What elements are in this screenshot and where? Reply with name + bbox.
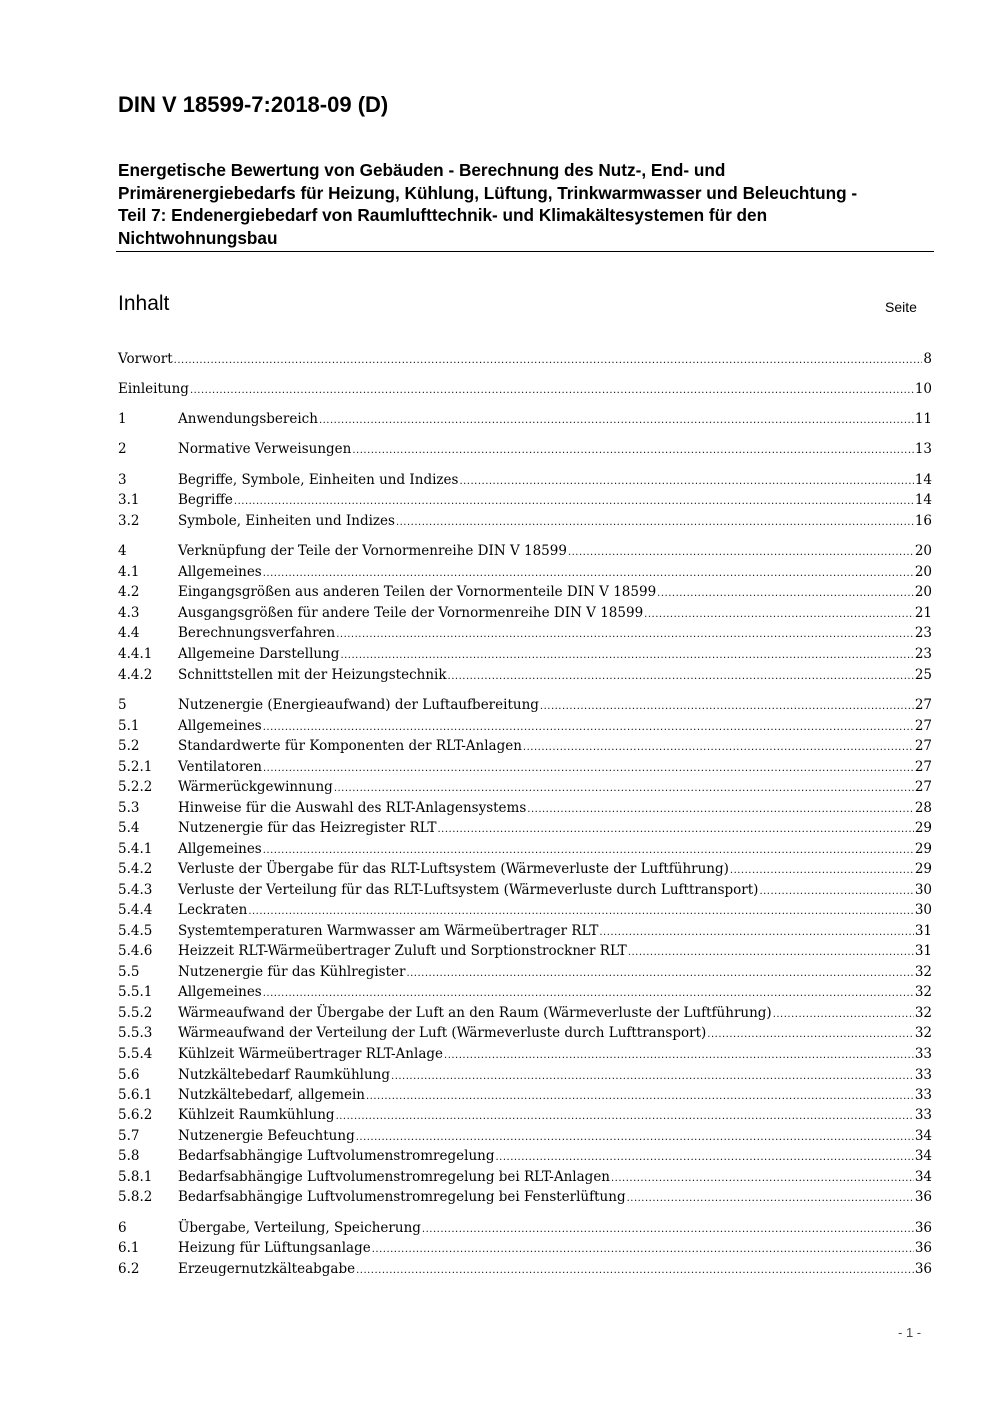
toc-entry-number: 6.1: [118, 1240, 140, 1256]
toc-entry-page: 8: [923, 351, 932, 367]
toc-entry[interactable]: [118, 1187, 932, 1207]
toc-leader-dots: [190, 381, 914, 401]
toc-entry-number: 5.6: [118, 1067, 140, 1083]
toc-entry-number: 5.5.2: [118, 1005, 153, 1021]
toc-entry-title: Einleitung: [118, 381, 189, 397]
toc-entry-title: Nutzkältebedarf Raumkühlung: [178, 1067, 391, 1083]
toc-entry-page: 20: [914, 584, 932, 600]
toc-entry-page: 27: [914, 718, 932, 734]
toc-entry[interactable]: [118, 962, 932, 982]
toc-entry-title: Wärmeaufwand der Verteilung der Luft (Wärmeverluste durch Lufttransport): [178, 1025, 707, 1041]
table-of-contents: [118, 0, 932, 1300]
toc-leader-dots: [234, 492, 914, 512]
toc-entry-number: 6.2: [118, 1261, 140, 1277]
toc-leader-dots: [773, 1005, 914, 1025]
toc-entry-number: 3.2: [118, 513, 140, 529]
toc-leader-dots: [495, 1148, 913, 1168]
toc-entry[interactable]: [118, 900, 932, 920]
toc-entry-title: Begriffe: [178, 492, 233, 508]
toc-entry-number: 5.5.3: [118, 1025, 153, 1041]
toc-entry-number: 3: [118, 472, 127, 488]
toc-entry-title: Standardwerte für Komponenten der RLT-Anlagen: [178, 738, 522, 754]
toc-entry-page: 27: [914, 779, 932, 795]
toc-leader-dots: [263, 718, 914, 738]
toc-entry[interactable]: [118, 982, 932, 1002]
toc-leader-dots: [527, 800, 914, 820]
contents-heading: Inhalt: [118, 292, 170, 315]
toc-entry-title: Ventilatoren: [178, 759, 262, 775]
toc-entry[interactable]: [118, 859, 932, 879]
toc-entry[interactable]: [118, 623, 932, 643]
toc-entry-number: 4.2: [118, 584, 140, 600]
toc-entry[interactable]: [118, 839, 932, 859]
toc-entry-title: Bedarfsabhängige Luftvolumenstromregelung bei RLT-Anlagen: [178, 1169, 610, 1185]
toc-entry-page: 36: [914, 1240, 932, 1256]
toc-entry-title: Allgemeine Darstellung: [178, 646, 340, 662]
toc-entry[interactable]: [118, 1126, 932, 1146]
toc-entry-number: 5.8.2: [118, 1189, 153, 1205]
toc-leader-dots: [391, 1067, 914, 1087]
toc-entry-page: 33: [914, 1107, 932, 1123]
toc-entry-page: 21: [914, 605, 932, 621]
toc-entry[interactable]: [118, 941, 932, 961]
toc-entry-title: Kühlzeit Raumkühlung: [178, 1107, 335, 1123]
toc-entry[interactable]: [118, 1065, 932, 1085]
toc-leader-dots: [644, 605, 914, 625]
toc-entry-title: Hinweise für die Auswahl des RLT-Anlagensystems: [178, 800, 527, 816]
toc-entry-page: 34: [914, 1148, 932, 1164]
toc-entry[interactable]: [118, 470, 932, 490]
toc-entry-title: Vorwort: [118, 351, 173, 367]
toc-entry-number: 4.3: [118, 605, 140, 621]
toc-entry[interactable]: [118, 716, 932, 736]
toc-entry-number: 4: [118, 543, 127, 559]
toc-entry-title: Nutzkältebedarf, allgemein: [178, 1087, 365, 1103]
toc-entry-page: 33: [914, 1046, 932, 1062]
page-number: - 1 -: [898, 1325, 922, 1340]
toc-leader-dots: [707, 1025, 914, 1045]
toc-entry[interactable]: [118, 379, 932, 399]
toc-leader-dots: [356, 1261, 914, 1281]
toc-entry[interactable]: [118, 490, 932, 510]
toc-entry[interactable]: [118, 1044, 932, 1064]
toc-entry-page: 34: [914, 1169, 932, 1185]
toc-entry-title: Wärmerückgewinnung: [178, 779, 333, 795]
toc-entry[interactable]: [118, 582, 932, 602]
toc-entry-title: Allgemeines: [178, 841, 262, 857]
toc-leader-dots: [628, 943, 914, 963]
toc-entry-title: Bedarfsabhängige Luftvolumenstromregelung bei Fensterlüftung: [178, 1189, 626, 1205]
toc-leader-dots: [437, 820, 913, 840]
toc-entry-page: 20: [914, 543, 932, 559]
toc-entry-page: 14: [914, 492, 932, 508]
toc-entry-number: 5.3: [118, 800, 140, 816]
toc-leader-dots: [248, 902, 914, 922]
toc-entry-number: 5.6.1: [118, 1087, 153, 1103]
toc-entry-number: 6: [118, 1220, 127, 1236]
toc-entry-title: Symbole, Einheiten und Indizes: [178, 513, 395, 529]
toc-entry[interactable]: [118, 511, 932, 531]
toc-entry-page: 32: [914, 964, 932, 980]
toc-entry-page: 31: [914, 943, 932, 959]
toc-entry-title: Begriffe, Symbole, Einheiten und Indizes: [178, 472, 459, 488]
toc-entry[interactable]: [118, 1085, 932, 1105]
toc-entry[interactable]: [118, 921, 932, 941]
toc-entry-title: Wärmeaufwand der Übergabe der Luft an den Raum (Wärmeverluste der Luftführung): [178, 1005, 772, 1021]
toc-entry-number: 4.4.1: [118, 646, 153, 662]
toc-leader-dots: [568, 543, 914, 563]
toc-entry-number: 1: [118, 411, 127, 427]
page-column-heading: Seite: [885, 299, 917, 315]
document-id: DIN V 18599-7:2018-09 (D): [118, 92, 389, 117]
toc-entry-title: Übergabe, Verteilung, Speicherung: [178, 1220, 421, 1236]
toc-entry-title: Verknüpfung der Teile der Vornormenreihe DIN V 18599: [178, 543, 567, 559]
toc-entry-title: Berechnungsverfahren: [178, 625, 336, 641]
toc-entry[interactable]: [118, 644, 932, 664]
toc-entry-page: 29: [914, 841, 932, 857]
toc-entry-number: 5.4: [118, 820, 140, 836]
toc-entry[interactable]: [118, 541, 932, 561]
toc-entry-page: 16: [914, 513, 932, 529]
toc-entry-page: 33: [914, 1087, 932, 1103]
toc-entry-number: 5.4.3: [118, 882, 153, 898]
toc-entry-page: 25: [914, 667, 932, 683]
toc-entry-number: 5.8.1: [118, 1169, 153, 1185]
toc-entry-title: Ausgangsgrößen für andere Teile der Vornormenreihe DIN V 18599: [178, 605, 644, 621]
toc-entry-page: 20: [914, 564, 932, 580]
toc-entry-title: Schnittstellen mit der Heizungstechnik: [178, 667, 447, 683]
toc-entry-page: 32: [914, 984, 932, 1000]
toc-entry-page: 13: [914, 441, 932, 457]
toc-entry-title: Heizung für Lüftungsanlage: [178, 1240, 371, 1256]
toc-leader-dots: [366, 1087, 914, 1107]
toc-entry-page: 27: [914, 759, 932, 775]
toc-entry-number: 5.4.2: [118, 861, 153, 877]
toc-entry-number: 5.4.1: [118, 841, 153, 857]
toc-entry-number: 5: [118, 697, 127, 713]
toc-entry-page: 34: [914, 1128, 932, 1144]
toc-entry-title: Nutzenergie Befeuchtung: [178, 1128, 355, 1144]
toc-entry-number: 5.4.5: [118, 923, 153, 939]
toc-entry-title: Erzeugernutzkälteabgabe: [178, 1261, 356, 1277]
toc-entry-title: Allgemeines: [178, 718, 262, 734]
toc-entry-number: 2: [118, 441, 127, 457]
toc-entry-number: 5.2: [118, 738, 140, 754]
toc-leader-dots: [523, 738, 914, 758]
toc-entry-page: 27: [914, 738, 932, 754]
toc-entry-title: Verluste der Übergabe für das RLT-Luftsystem (Wärmeverluste der Luftführung): [178, 861, 729, 877]
toc-leader-dots: [540, 697, 914, 717]
toc-leader-dots: [340, 646, 913, 666]
toc-leader-dots: [336, 1107, 914, 1127]
toc-entry-page: 36: [914, 1220, 932, 1236]
toc-leader-dots: [336, 625, 914, 645]
toc-entry[interactable]: [118, 736, 932, 756]
toc-leader-dots: [263, 984, 914, 1004]
toc-leader-dots: [444, 1046, 914, 1066]
toc-entry-number: 3.1: [118, 492, 140, 508]
toc-entry-title: Allgemeines: [178, 564, 262, 580]
toc-entry-page: 32: [914, 1005, 932, 1021]
toc-entry-page: 36: [914, 1261, 932, 1277]
toc-entry-title: Nutzenergie (Energieaufwand) der Luftaufbereitung: [178, 697, 539, 713]
toc-entry[interactable]: [118, 349, 932, 369]
toc-leader-dots: [611, 1169, 914, 1189]
toc-entry-title: Systemtemperaturen Warmwasser am Wärmeübertrager RLT: [178, 923, 599, 939]
toc-entry-number: 4.4: [118, 625, 140, 641]
toc-entry[interactable]: [118, 439, 932, 459]
toc-entry-title: Kühlzeit Wärmeübertrager RLT-Anlage: [178, 1046, 444, 1062]
toc-entry-page: 33: [914, 1067, 932, 1083]
toc-entry[interactable]: [118, 562, 932, 582]
toc-entry-number: 5.6.2: [118, 1107, 153, 1123]
toc-entry[interactable]: [118, 880, 932, 900]
toc-entry[interactable]: [118, 1259, 932, 1279]
toc-leader-dots: [627, 1189, 914, 1209]
toc-entry[interactable]: [118, 603, 932, 623]
toc-entry[interactable]: [118, 818, 932, 838]
toc-entry-page: 36: [914, 1189, 932, 1205]
toc-entry-number: 5.5: [118, 964, 140, 980]
toc-entry-page: 32: [914, 1025, 932, 1041]
toc-entry-page: 23: [914, 625, 932, 641]
toc-entry[interactable]: [118, 1023, 932, 1043]
toc-entry-number: 5.1: [118, 718, 140, 734]
toc-entry-page: 23: [914, 646, 932, 662]
toc-entry[interactable]: [118, 1105, 932, 1125]
toc-entry-page: 29: [914, 861, 932, 877]
toc-entry-number: 5.8: [118, 1148, 140, 1164]
toc-entry-number: 5.2.2: [118, 779, 153, 795]
toc-entry-page: 28: [914, 800, 932, 816]
toc-entry-title: Bedarfsabhängige Luftvolumenstromregelung: [178, 1148, 495, 1164]
toc-leader-dots: [356, 1128, 914, 1148]
toc-entry-page: 30: [914, 882, 932, 898]
toc-leader-dots: [406, 964, 913, 984]
toc-entry-title: Leckraten: [178, 902, 248, 918]
toc-entry-page: 31: [914, 923, 932, 939]
toc-leader-dots: [372, 1240, 914, 1260]
toc-leader-dots: [334, 779, 914, 799]
toc-entry-title: Normative Verweisungen: [178, 441, 352, 457]
toc-leader-dots: [730, 861, 914, 881]
toc-entry-title: Eingangsgrößen aus anderen Teilen der Vornormenteile DIN V 18599: [178, 584, 657, 600]
toc-leader-dots: [599, 923, 913, 943]
toc-entry-number: 4.1: [118, 564, 140, 580]
toc-entry-title: Nutzenergie für das Heizregister RLT: [178, 820, 437, 836]
toc-entry[interactable]: [118, 409, 932, 429]
toc-entry[interactable]: [118, 1238, 932, 1258]
toc-entry-title: Allgemeines: [178, 984, 262, 1000]
toc-entry-number: 5.4.6: [118, 943, 153, 959]
toc-entry-title: Heizzeit RLT-Wärmeübertrager Zuluft und Sorptionstrockner RLT: [178, 943, 627, 959]
toc-leader-dots: [319, 411, 914, 431]
toc-entry[interactable]: [118, 1218, 932, 1238]
toc-entry[interactable]: [118, 757, 932, 777]
toc-entry-page: 29: [914, 820, 932, 836]
toc-leader-dots: [263, 841, 914, 861]
toc-leader-dots: [352, 441, 913, 461]
toc-entry-page: 10: [914, 381, 932, 397]
toc-entry-title: Nutzenergie für das Kühlregister: [178, 964, 406, 980]
toc-leader-dots: [174, 351, 923, 371]
toc-entry-number: 5.5.1: [118, 984, 153, 1000]
toc-entry-number: 5.7: [118, 1128, 140, 1144]
toc-entry-page: 30: [914, 902, 932, 918]
toc-entry[interactable]: [118, 695, 932, 715]
toc-entry[interactable]: [118, 1146, 932, 1166]
document-subject: Energetische Bewertung von Gebäuden - Berechnung des Nutz-, End- und Primärenergiebedarfs für Heizung, Kühlung, Lüftung, Trinkwarmwasser und Beleuchtung - Teil 7: Endenergiebedarf von Raumlufttechnik- und Klimakältesystemen für den Nichtwohnungsbau: [118, 160, 858, 248]
toc-entry-number: 5.2.1: [118, 759, 153, 775]
toc-leader-dots: [459, 472, 913, 492]
toc-leader-dots: [263, 759, 914, 779]
toc-entry-page: 14: [914, 472, 932, 488]
toc-entry[interactable]: [118, 777, 932, 797]
toc-entry-title: Anwendungsbereich: [178, 411, 318, 427]
toc-entry-number: 4.4.2: [118, 667, 153, 683]
toc-entry[interactable]: [118, 798, 932, 818]
toc-leader-dots: [263, 564, 914, 584]
toc-entry-page: 11: [914, 411, 932, 427]
toc-leader-dots: [422, 1220, 914, 1240]
toc-entry-number: 5.4.4: [118, 902, 153, 918]
toc-entry-page: 27: [914, 697, 932, 713]
toc-leader-dots: [657, 584, 914, 604]
toc-entry[interactable]: [118, 1003, 932, 1023]
toc-leader-dots: [396, 513, 914, 533]
toc-leader-dots: [759, 882, 913, 902]
toc-entry[interactable]: [118, 1167, 932, 1187]
toc-entry[interactable]: [118, 665, 932, 685]
toc-entry-number: 5.5.4: [118, 1046, 153, 1062]
toc-leader-dots: [448, 667, 914, 687]
toc-entry-title: Verluste der Verteilung für das RLT-Luftsystem (Wärmeverluste durch Lufttransport): [178, 882, 759, 898]
